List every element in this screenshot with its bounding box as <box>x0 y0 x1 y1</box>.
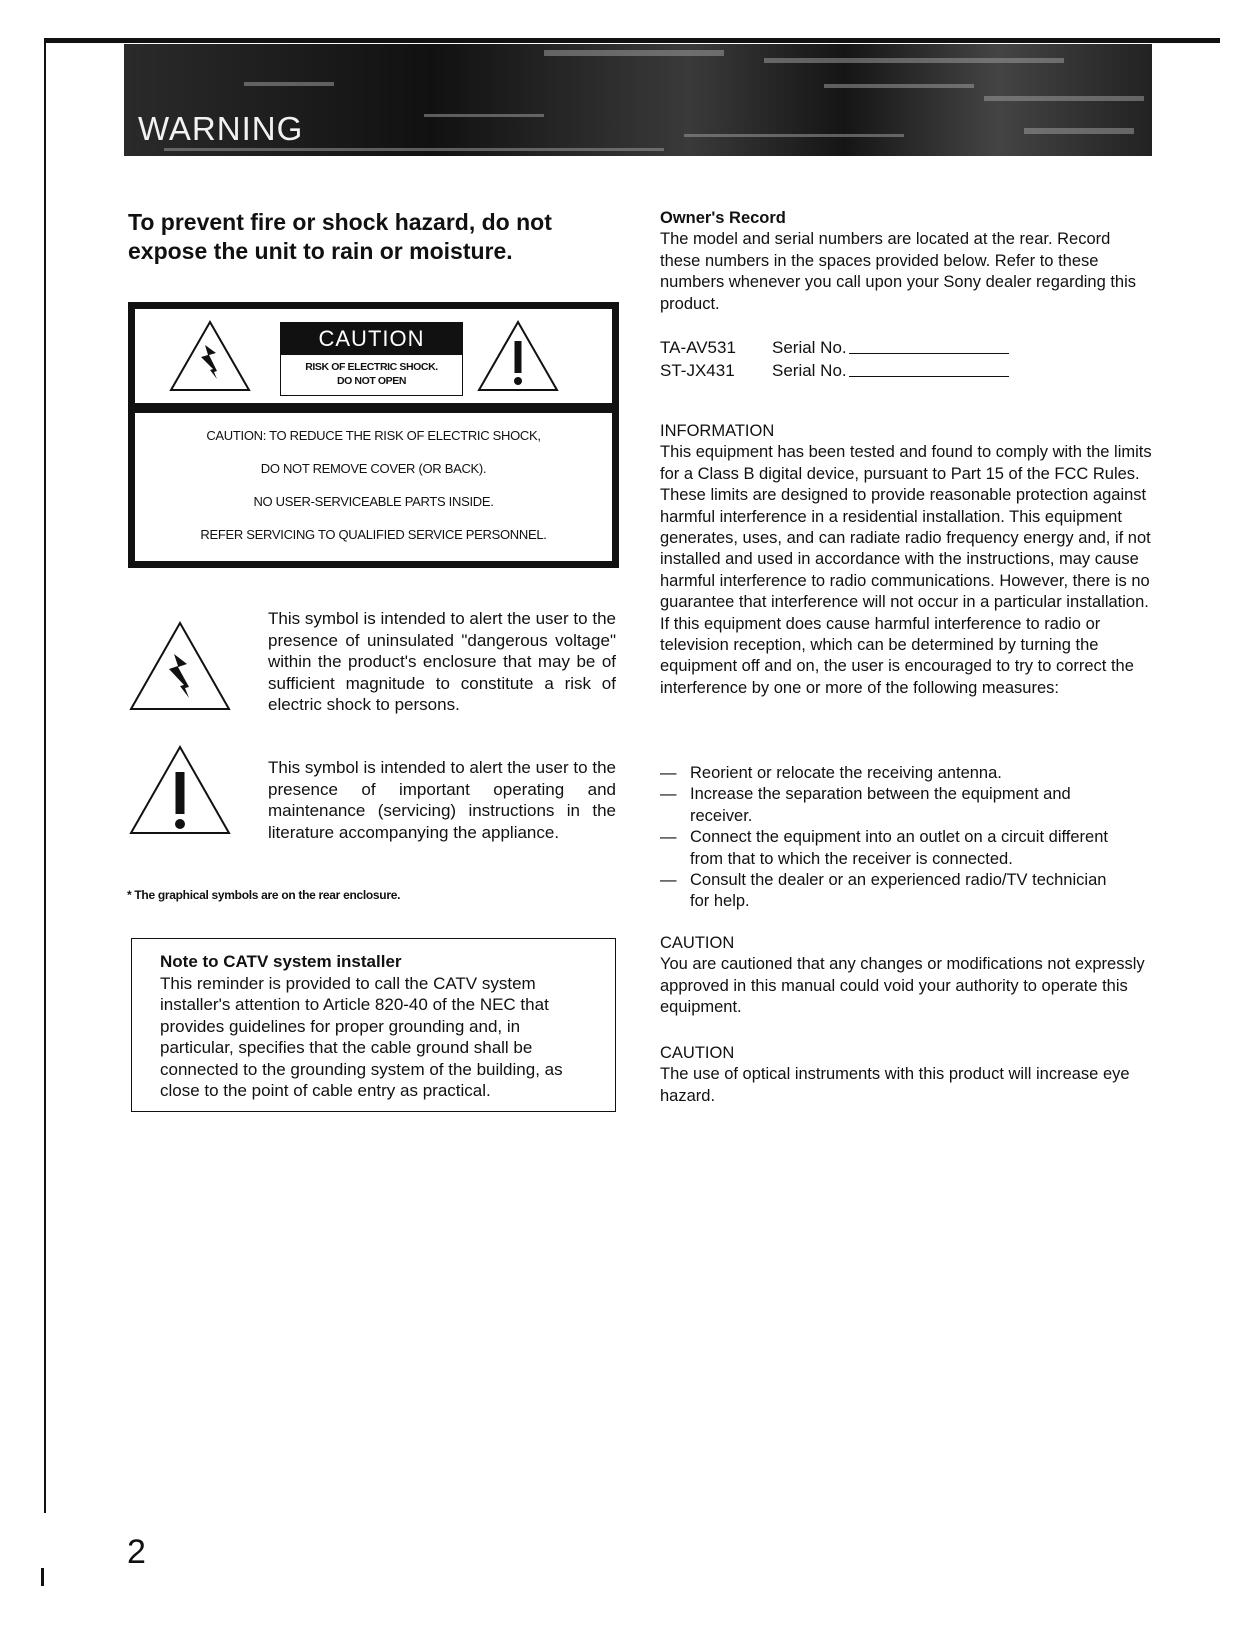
left-rule <box>44 38 46 1513</box>
information-title: INFORMATION <box>660 422 775 440</box>
serial-label: Serial No. <box>772 361 847 380</box>
catv-note-title: Note to CATV system installer <box>160 952 402 971</box>
warning-banner <box>124 44 1152 156</box>
information-section <box>660 421 1152 699</box>
exclamation-triangle-icon <box>476 319 560 393</box>
caution-body: You are cautioned that any changes or modifications not expressly approved in this manual could void your authority to operate this equipment. <box>660 955 1145 1017</box>
caution-label-box <box>128 302 619 568</box>
caution-label-top <box>135 309 612 403</box>
serial-row <box>660 359 1120 382</box>
symbols-footnote: * The graphical symbols are on the rear enclosure. <box>127 888 401 902</box>
caution-warning-line: CAUTION: TO REDUCE THE RISK OF ELECTRIC SHOCK, <box>206 428 541 443</box>
lightning-triangle-icon <box>168 319 252 393</box>
margin-mark <box>41 1568 44 1586</box>
caution-plate-line2: DO NOT OPEN <box>336 375 407 387</box>
serial-row <box>660 336 1120 359</box>
catv-note-box <box>131 938 616 1112</box>
caution-title: CAUTION <box>660 934 735 952</box>
symbol-description: This symbol is intended to alert the user to the presence of uninsulated "dangerous voltage" within the product's enclosure that may be of sufficient magnitude to constitute a risk of electric shock to persons. <box>268 609 616 714</box>
caution-plate <box>280 322 463 396</box>
list-item: — Consult the dealer or an experienced radio/TV technician for help. <box>660 870 1130 913</box>
caution-plate-title: CAUTION <box>281 323 462 355</box>
measure-text: Connect the equipment into an outlet on a circuit different from that to which the receiver is connected. <box>690 828 1108 868</box>
list-item: — Reorient or relocate the receiving antenna. <box>660 763 1130 784</box>
top-rule <box>44 38 1220 43</box>
caution-divider <box>135 403 612 413</box>
caution-warning-lines <box>135 419 612 551</box>
symbol-description: This symbol is intended to alert the user to the presence of important operating and maintenance (servicing) instructions in the literature accompanying the appliance. <box>268 758 616 842</box>
list-item: — Increase the separation between the equipment and receiver. <box>660 784 1130 827</box>
hazard-headline: To prevent fire or shock hazard, do not expose the unit to rain or moisture. <box>128 209 552 264</box>
owners-record-title: Owner's Record <box>660 209 786 227</box>
caution-section <box>660 933 1152 1019</box>
catv-note-body: This reminder is provided to call the CATV system installer's attention to Article 820-40 of the NEC that provides guidelines for proper grounding and, in particular, specifies that the cable ground shall be connected to the grounding system of the building, as close to the point of cable entry as practical. <box>160 973 563 1100</box>
lightning-triangle-icon <box>128 620 232 712</box>
page-number: 2 <box>127 1533 146 1571</box>
measure-text: Consult the dealer or an experienced radio/TV technician for help. <box>690 871 1107 911</box>
caution-warning-line: NO USER-SERVICEABLE PARTS INSIDE. <box>253 494 494 509</box>
caution-body: The use of optical instruments with this product will increase eye hazard. <box>660 1065 1130 1105</box>
banner-title: WARNING <box>138 110 304 147</box>
measure-text: Increase the separation between the equipment and receiver. <box>690 785 1071 825</box>
list-item: — Connect the equipment into an outlet on a circuit different from that to which the receiver is connected. <box>660 827 1130 870</box>
measure-text: Reorient or relocate the receiving antenna. <box>690 764 1002 782</box>
caution-section <box>660 1043 1152 1107</box>
serial-label: Serial No. <box>772 338 847 357</box>
serial-blank-line <box>849 336 1009 354</box>
exclamation-triangle-icon <box>128 744 232 836</box>
serial-number-table <box>660 336 1120 382</box>
model-name: TA-AV531 <box>660 338 736 357</box>
caution-warning-line: REFER SERVICING TO QUALIFIED SERVICE PERSONNEL. <box>200 527 547 542</box>
measures-list <box>660 763 1130 913</box>
model-name: ST-JX431 <box>660 361 735 380</box>
owners-record-body: The model and serial numbers are located at the rear. Record these numbers in the spaces provided below. Refer to these numbers whenever you call upon your Sony dealer regarding this product. <box>660 230 1137 313</box>
caution-title: CAUTION <box>660 1044 735 1062</box>
owners-record-section <box>660 208 1152 315</box>
serial-blank-line <box>849 359 1009 377</box>
caution-plate-line1: RISK OF ELECTRIC SHOCK. <box>305 361 438 373</box>
information-body: This equipment has been tested and found to comply with the limits for a Class B digital device, pursuant to Part 15 of the FCC Rules. These limits are designed to provide reasonable protection against harmful interference in a residential installation. This equipment generates, uses, and can radiate radio frequency energy and, if not installed and used in accordance with the instructions, may cause harmful interference to radio communications. However, there is no guarantee that interference will not occur in a particular installation. If this equipment does cause harmful interference to radio or television reception, which can be determined by turning the equipment off and on, the user is encouraged to try to correct the interference by one or more of the following measures: <box>660 443 1152 697</box>
caution-warning-line: DO NOT REMOVE COVER (OR BACK). <box>260 461 487 476</box>
